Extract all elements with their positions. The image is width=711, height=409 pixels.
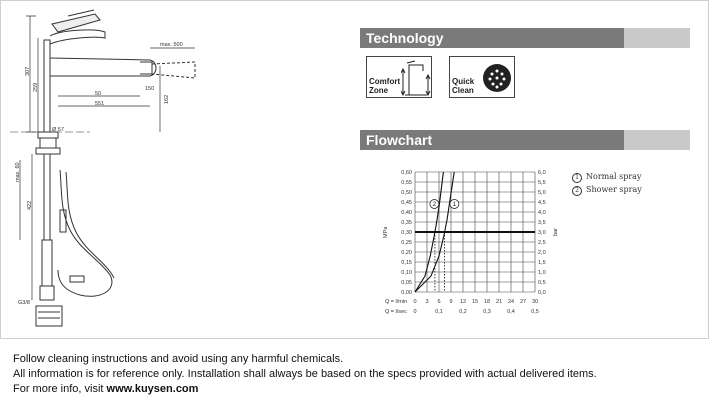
x-sec-tick-label: 0: [413, 309, 417, 315]
technology-header-accent: [624, 28, 690, 48]
y-right-tick-label: 2,0: [538, 250, 546, 256]
dim-50: 50: [95, 91, 102, 97]
y-right-tick-label: 0,0: [538, 290, 546, 296]
y-left-tick-label: 0,30: [401, 230, 412, 236]
x-min-tick-label: 27: [519, 299, 527, 305]
legend-marker-shower-spray: 2: [572, 186, 582, 196]
flowchart-header-accent: [624, 130, 690, 150]
y-right-tick-label: 1,5: [538, 260, 546, 266]
y-right-tick-label: 5,5: [538, 180, 546, 186]
feature-quick-clean-line2: Clean: [452, 86, 474, 95]
legend-label-shower-spray: Shower spray: [586, 185, 642, 194]
y-right-tick-label: 0,5: [538, 280, 546, 286]
x-min-tick-label: 6: [437, 299, 441, 305]
y-left-tick-label: 0,05: [401, 280, 412, 286]
feature-comfort-zone-line1: Comfort: [369, 77, 401, 86]
flowchart-title: Flowchart: [366, 132, 433, 148]
y-left-tick-label: 0,40: [401, 210, 412, 216]
technology-title: Technology: [366, 30, 444, 46]
x-min-tick-label: 30: [531, 299, 539, 305]
technology-header: [360, 28, 690, 48]
x-min-tick-label: 12: [459, 299, 467, 305]
y-right-tick-label: 1,0: [538, 270, 546, 276]
dim-dia-57: Ø 57: [52, 127, 64, 133]
y-left-tick-label: 0,60: [401, 170, 412, 176]
dim-551: 551: [95, 101, 105, 107]
y-right-axis-label: bar: [553, 228, 559, 236]
legend-marker-normal-spray: 1: [572, 173, 582, 183]
y-left-tick-label: 0,10: [401, 270, 412, 276]
legend-label-normal-spray: Normal spray: [586, 172, 642, 181]
y-left-tick-label: 0,25: [401, 240, 412, 246]
x-min-tick-label: 15: [471, 299, 479, 305]
y-right-tick-label: 5,0: [538, 190, 546, 196]
x-sec-tick-label: 0,3: [483, 309, 491, 315]
y-right-tick-label: 6,0: [538, 170, 546, 176]
y-left-tick-label: 0,35: [401, 220, 412, 226]
x-min-tick-label: 9: [449, 299, 453, 305]
feature-quick-clean-line1: Quick: [452, 77, 475, 86]
x-min-tick-label: 21: [495, 299, 503, 305]
dim-259: 259: [33, 82, 39, 92]
legend-item-shower-spray: [572, 185, 642, 196]
dim-307: 307: [25, 66, 31, 76]
feature-comfort-zone-line2: Zone: [369, 86, 389, 95]
feature-comfort-zone: [366, 56, 432, 98]
y-right-tick-label: 3,5: [538, 220, 546, 226]
dim-150: 150: [145, 86, 155, 92]
dim-422: 422: [27, 200, 33, 210]
y-left-tick-label: 0,20: [401, 250, 412, 256]
x-sec-tick-label: 0,4: [507, 309, 515, 315]
y-left-tick-label: 0,55: [401, 180, 412, 186]
footer-more-info-prefix: For more info, visit: [13, 383, 107, 395]
x-min-tick-label: 24: [507, 299, 515, 305]
x-sec-tick-label: 0,1: [435, 309, 443, 315]
dim-max-60: max. 60: [15, 162, 21, 182]
y-left-axis-label: MPa: [383, 226, 389, 238]
x-min-tick-label: 3: [425, 299, 429, 305]
x-sec-tick-label: 0,5: [531, 309, 539, 315]
feature-quick-clean: [449, 56, 515, 98]
faucet-technical-drawing: [0, 0, 220, 335]
y-left-tick-label: 0,00: [401, 290, 412, 296]
flow-pressure-chart: [355, 162, 575, 332]
y-right-tick-label: 3,0: [538, 230, 546, 236]
y-left-tick-label: 0,50: [401, 190, 412, 196]
footer-cleaning-note: Follow cleaning instructions and avoid using any harmful chemicals.: [13, 353, 344, 365]
legend-item-normal-spray: [572, 172, 642, 183]
spray-nozzle-icon: [482, 63, 512, 93]
x-min-axis-label: Q = l/min: [385, 299, 408, 305]
footer-reference-note: All information is for reference only. Installation shall always be based on the specs provided with actual delivered items.: [13, 368, 597, 380]
faucet-height-icon: [401, 59, 431, 97]
y-left-tick-label: 0,45: [401, 200, 412, 206]
x-min-tick-label: 0: [413, 299, 417, 305]
series-marker-label: 2: [432, 202, 437, 208]
footer-more-info: [13, 382, 597, 397]
y-right-tick-label: 4,5: [538, 200, 546, 206]
dim-162: 162: [164, 94, 170, 104]
chart-legend: [572, 172, 642, 196]
y-right-tick-label: 2,5: [538, 240, 546, 246]
website-link[interactable]: www.kuysen.com: [106, 383, 199, 395]
x-min-tick-label: 18: [483, 299, 491, 305]
dim-thread: G3/8: [18, 300, 30, 306]
dim-max-500: max. 500: [160, 42, 183, 48]
x-sec-tick-label: 0,2: [459, 309, 467, 315]
y-left-tick-label: 0,15: [401, 260, 412, 266]
footer-notes: [13, 352, 597, 397]
flowchart-header: [360, 130, 690, 150]
x-sec-axis-label: Q = l/sec: [385, 309, 407, 315]
y-right-tick-label: 4,0: [538, 210, 546, 216]
series-marker-label: 1: [452, 202, 457, 208]
